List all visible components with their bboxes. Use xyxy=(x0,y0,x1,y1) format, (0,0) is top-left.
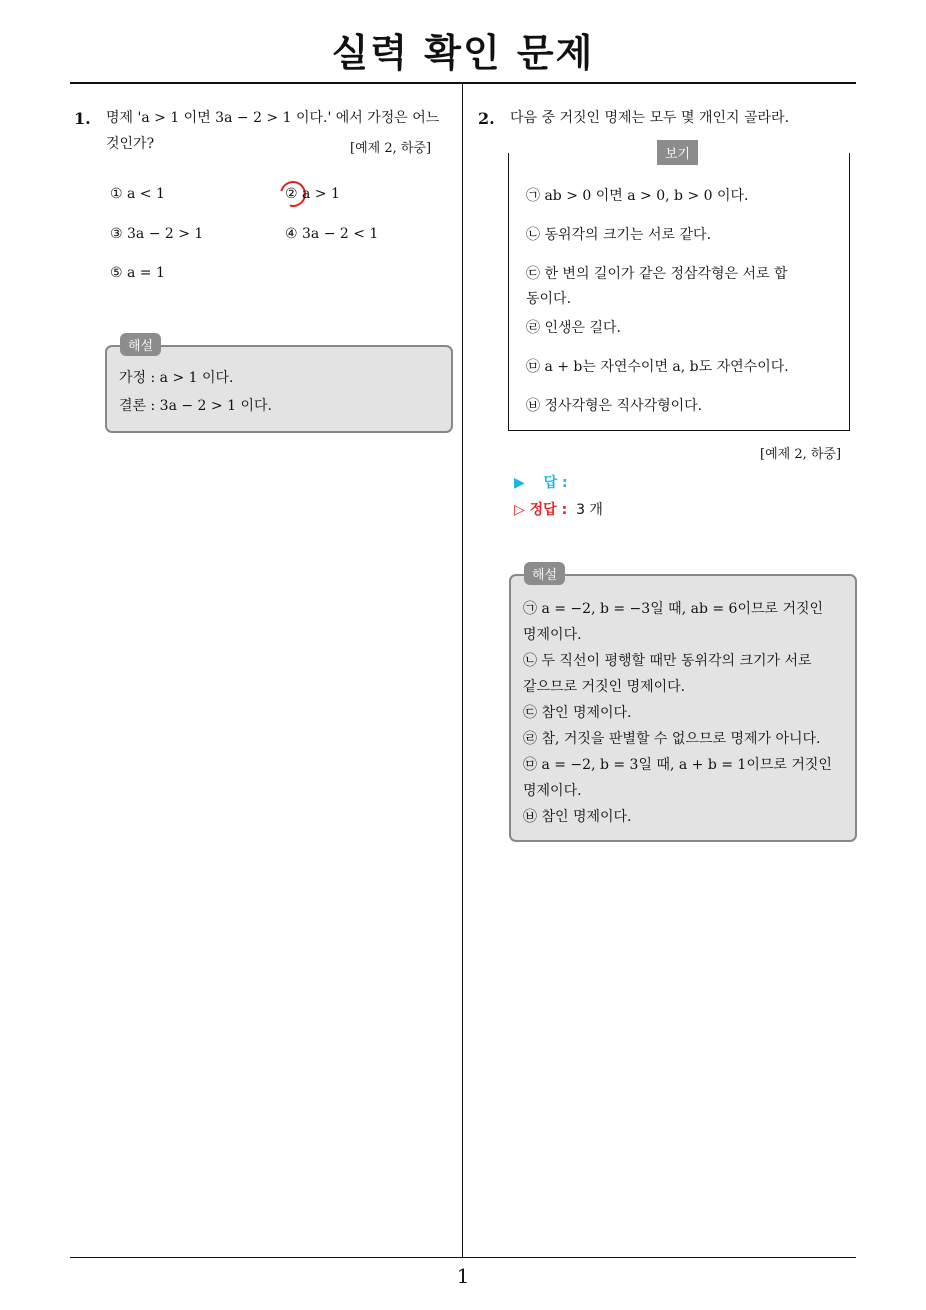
q1-source: [예제 2, 하중] xyxy=(350,141,432,156)
q1-text-line1: 명제 'a > 1 이면 3a − 2 > 1 이다.' 에서 가정은 어느 xyxy=(106,110,440,126)
footer-rule xyxy=(70,1257,856,1258)
q2-solution-line: 명제이다. xyxy=(523,783,582,799)
q2-solution-line: ㉠ a = −2, b = −3일 때, ab = 6이므로 거짓인 xyxy=(523,601,824,617)
q2-number: 2. xyxy=(478,109,495,128)
q2-solution-line: ㉣ 참, 거짓을 판별할 수 없으므로 명제가 아니다. xyxy=(523,731,821,747)
q2-text: 다음 중 거짓인 명제는 모두 몇 개인지 골라라. xyxy=(510,110,790,126)
q1-solution-line: 결론 : 3a − 2 > 1 이다. xyxy=(119,398,272,414)
q1-choice-3[interactable]: ③ 3a − 2 > 1 xyxy=(110,226,204,242)
q2-solution-box xyxy=(509,574,857,842)
header-rule xyxy=(70,82,856,84)
correct-label: 정답 : xyxy=(529,502,568,518)
q2-solution-line: ㉢ 참인 명제이다. xyxy=(523,705,632,721)
q2-solution-line: ㉤ a = −2, b = 3일 때, a + b = 1이므로 거짓인 xyxy=(523,757,832,773)
bogi-item: 동이다. xyxy=(526,291,572,307)
answer-marker-icon: ▶ xyxy=(514,475,525,491)
column-divider xyxy=(462,84,463,1258)
q1-choice-5[interactable]: ⑤ a = 1 xyxy=(110,265,165,281)
page-number: 1 xyxy=(456,1264,470,1288)
q1-choice-1[interactable]: ① a < 1 xyxy=(110,186,165,202)
bogi-item: ㉤ a + b는 자연수이면 a, b도 자연수이다. xyxy=(526,359,789,375)
bogi-item: ㉢ 한 변의 길이가 같은 정삼각형은 서로 합 xyxy=(526,266,788,282)
bogi-item: ㉥ 정사각형은 직사각형이다. xyxy=(526,398,703,414)
q2-solution-line: 같으므로 거짓인 명제이다. xyxy=(523,679,686,695)
bogi-item: ㉠ ab > 0 이면 a > 0, b > 0 이다. xyxy=(526,188,749,204)
correct-value: 3 개 xyxy=(576,502,603,518)
correct-marker-icon: ▷ xyxy=(514,502,525,518)
bogi-tag: 보기 xyxy=(657,140,698,165)
q2-solution-tag: 해설 xyxy=(524,562,565,585)
bogi-item: ㉡ 동위각의 크기는 서로 같다. xyxy=(526,227,712,243)
correct-answer-row xyxy=(514,499,603,519)
q1-number: 1. xyxy=(74,109,91,128)
q1-solution-line: 가정 : a > 1 이다. xyxy=(119,370,234,386)
answer-row xyxy=(514,472,572,492)
q2-source: [예제 2, 하중] xyxy=(760,447,842,462)
q1-text-line2: 것인가? xyxy=(106,136,155,152)
q1-choice-4[interactable]: ④ 3a − 2 < 1 xyxy=(285,226,379,242)
q1-solution-box xyxy=(105,345,453,433)
q2-solution-line: 명제이다. xyxy=(523,627,582,643)
answer-label: 답 : xyxy=(543,475,568,491)
bogi-item: ㉣ 인생은 길다. xyxy=(526,320,621,336)
q1-solution-tag: 해설 xyxy=(120,333,161,356)
q1-choice-2[interactable]: ② a > 1 xyxy=(285,186,340,202)
page-title: 실력 확인 문제 xyxy=(331,31,595,75)
q2-solution-line: ㉥ 참인 명제이다. xyxy=(523,809,632,825)
q2-solution-line: ㉡ 두 직선이 평행할 때만 동위각의 크기가 서로 xyxy=(523,653,812,669)
